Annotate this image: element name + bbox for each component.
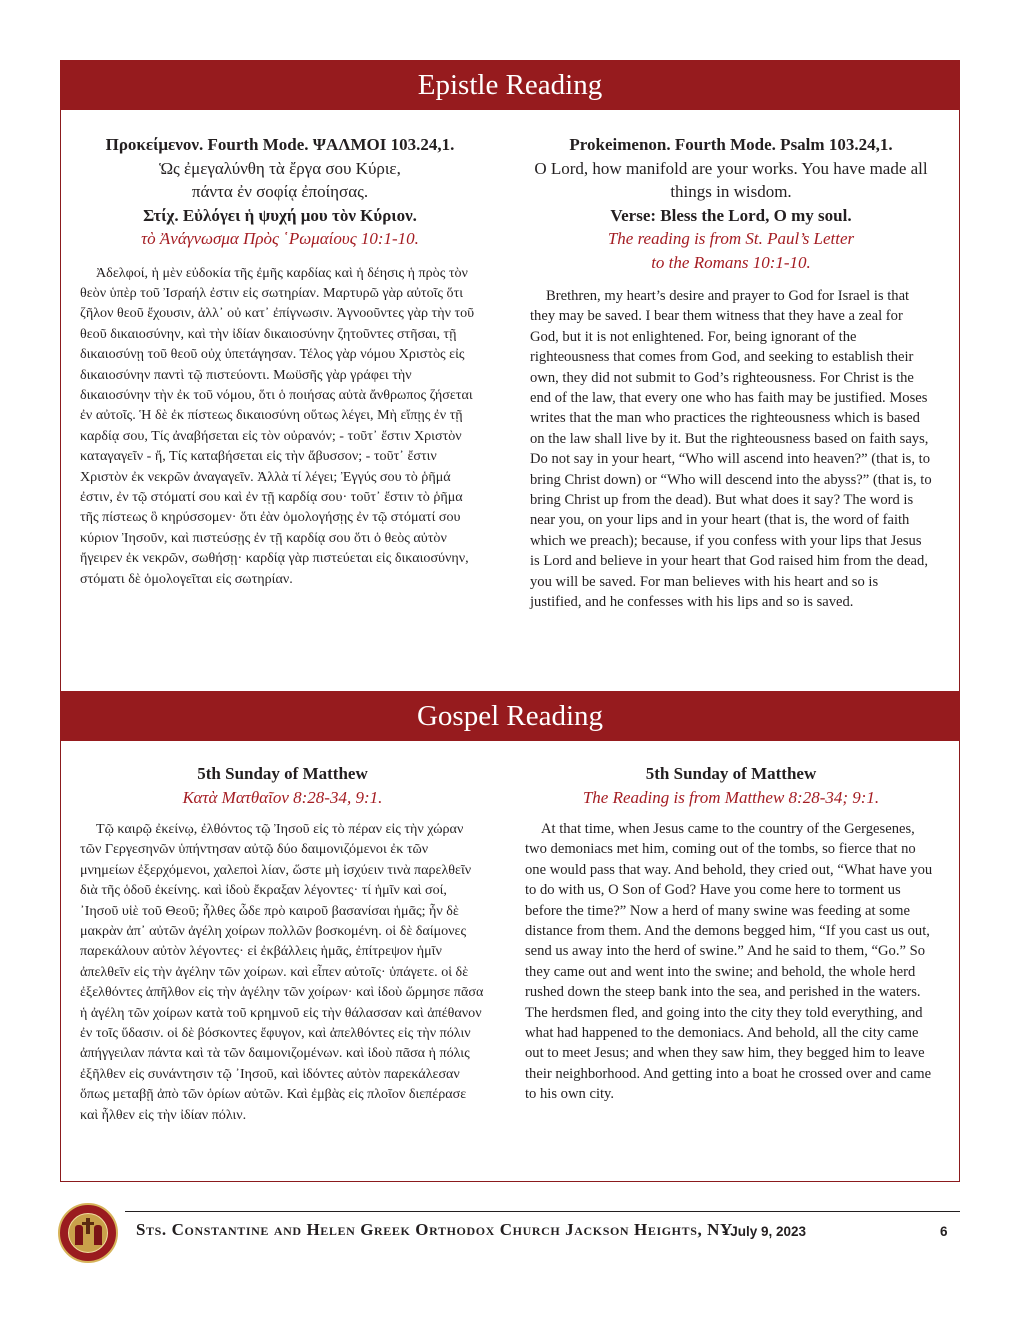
greek-epistle-paragraph: Ἀδελφοί, ἡ μὲν εὐδοκία τῆς ἐμῆς καρδίας καὶ ἡ δέησις ἡ πρὸς τὸν θεὸν ὑπὲρ τοῦ Ἰσραήλ ἐστιν εἰς σωτηρίαν. Μαρτυρῶ γὰρ αὐτοῖς ὅτι ζῆλον θεοῦ ἔχουσιν, ἀλλ᾽ οὐ κατ᾽ ἐπίγνωσιν. Ἀγνοοῦντες γὰρ τὴν τοῦ θεοῦ δικαιοσύνην, καὶ τὴν ἰδίαν δικαιοσύνην ζητοῦντες στῆσαι, τῇ δικαιοσύνῃ τοῦ θεοῦ οὐχ ὑπετάγησαν. Τέλος γὰρ νόμου Χριστὸς εἰς δικαιοσύνην παντὶ τῷ πιστεύοντι. Μωϋσῆς γὰρ γράφει τὴν δικαιοσύνην τὴν ἐκ τοῦ νόμου, ὅτι ὁ ποιήσας αὐτὰ ἄνθρωπος ζήσεται ἐν αὐτοῖς. Ἡ δὲ ἐκ πίστεως δικαιοσύνη οὕτως λέγει, Μὴ εἴπῃς ἐν τῇ καρδίᾳ σου, Τίς ἀναβήσεται εἰς τὸν οὐρανόν; - τοῦτ᾽ ἔστιν Χριστὸν καταγαγεῖν - ἤ, Τίς καταβήσεται εἰς τὴν ἄβυσσον; - τοῦτ᾽ ἔστιν Χριστὸν ἐκ νεκρῶν ἀναγαγεῖν. Ἀλλὰ τί λέγει; Ἐγγύς σου τὸ ῥῆμά ἐστιν, ἐν τῷ στόματί σου καὶ ἐν τῇ καρδίᾳ σου· τοῦτ᾽ ἔστιν τὸ ῥῆμα τῆς πίστεως ὃ κηρύσσομεν· ὅτι ἐὰν ὁμολογήσῃς ἐν τῷ στόματί σου κύριον Ἰησοῦν, καὶ πιστεύσῃς ἐν τῇ καρδίᾳ σου ὅτι ὁ θεὸς αὐτὸν ἤγειρεν ἐκ νεκρῶν, σωθήσῃ· καρδίᾳ γὰρ πιστεύεται εἰς δικαιοσύνην, στόματι δὲ ὁμολογεῖται εἰς σωτηρίαν.: [80, 264, 475, 587]
greek-verse-2: πάντα ἐν σοφίᾳ ἐποίησας.: [191, 182, 369, 201]
greek-epistle-text: [80, 263, 480, 590]
english-epistle-reference-2: to the Romans 10:1-10.: [651, 252, 811, 272]
greek-gospel-reference: Κατὰ Ματθαῖον 8:28-34, 9:1.: [182, 787, 383, 807]
gospel-greek-heading: [80, 762, 485, 809]
epistle-greek-column: [80, 133, 480, 589]
greek-gospel-paragraph: Τῷ καιρῷ ἐκείνῳ, ἐλθόντος τῷ Ἰησοῦ εἰς τὸ πέραν εἰς τὴν χώραν τῶν Γεργεσηνῶν ὑπήντησαν αὐτῷ δύο δαιμονιζόμενοι ἐκ τῶν μνημείων ἐξερχόμενοι, χαλεποὶ λίαν, ὥστε μὴ ἰσχύειν τινὰ παρελθεῖν διὰ τῆς ὁδοῦ ἐκείνης. καὶ ἰδοὺ ἔκραξαν λέγοντες· τί ἡμῖν καὶ σοί, ᾿Ιησοῦ υἱὲ τοῦ Θεοῦ; ἦλθες ὧδε πρὸ καιροῦ βασανίσαι ἡμᾶς; ἦν δὲ μακρὰν ἀπ᾿ αὐτῶν ἀγέλη χοίρων πολλῶν βοσκομένη. οἱ δὲ δαίμονες παρεκάλουν αὐτὸν λέγοντες· εἰ ἐκβάλλεις ἡμᾶς, ἐπίτρεψον ἡμῖν ἀπελθεῖν εἰς τὴν ἀγέλην τῶν χοίρων. καὶ εἶπεν αὐτοῖς· ὑπάγετε. οἱ δὲ ἐξελθόντες ἀπῆλθον εἰς τὴν ἀγέλην τῶν χοίρων· καὶ ἰδοὺ ὥρμησε πᾶσα ἡ ἀγέλη τῶν χοίρων κατὰ τοῦ κρημνοῦ εἰς τὴν θάλασσαν καὶ ἀπέθανον ἐν τοῖς ὕδασιν. οἱ δὲ βόσκοντες ἔφυγον, καὶ ἀπελθόντες εἰς τὴν πόλιν ἀπήγγειλαν πάντα καὶ τὰ τῶν δαιμονιζομένων. καὶ ἰδοὺ πᾶσα ἡ πόλις ἐξῆλθεν εἰς συνάντησιν τῷ ᾿Ιησοῦ, καὶ ἰδόντες αὐτὸν παρεκάλεσαν ὅπως μεταβῇ ἀπὸ τῶν ὁρίων αὐτῶν. Καὶ ἐμβὰς εἰς πλοῖον διεπέρασε καὶ ἦλθεν εἰς τὴν ἰδίαν πόλιν.: [80, 821, 484, 1123]
bulletin-date: - July 9, 2023: [722, 1224, 807, 1239]
english-gospel-reference: The Reading is from Matthew 8:28-34; 9:1.: [582, 787, 880, 807]
gospel-english-column: [525, 762, 937, 1105]
gospel-title: Gospel Reading: [416, 700, 604, 732]
epistle-greek-heading: [80, 133, 480, 251]
greek-verse-1: Ὡς ἐμεγαλύνθη τὰ ἔργα σου Κύριε,: [159, 158, 401, 178]
greek-prokeimenon: Προκείμενον. Fourth Mode. ΨΑΛΜΟΙ 103.24,1.: [105, 135, 455, 154]
epistle-english-heading: [530, 133, 932, 274]
english-stich: Verse: Bless the Lord, O my soul.: [610, 205, 852, 225]
greek-stich: Στίχ. Εὐλόγει ἡ ψυχή μου τὸν Κύριον.: [143, 205, 417, 225]
english-verse: O Lord, how manifold are your works. You have made all things in wisdom.: [534, 158, 928, 201]
gospel-greek-column: [80, 762, 485, 1125]
english-epistle-reference-1: The reading is from St. Paul’s Letter: [607, 229, 855, 248]
footer-divider: [125, 1211, 960, 1212]
greek-epistle-reference: τὸ Ἀνάγνωσμα Πρὸς ῾Ρωμαίους 10:1-10.: [141, 229, 419, 248]
english-gospel-paragraph: At that time, when Jesus came to the country of the Gergesenes, two demoniacs met him, coming out of the tombs, so fierce that no one would pass that way. And behold, they cried out, “What have you to do with us, O Son of God? Have you come here to torment us before the time?” Now a herd of many swine was feeding at some distance from them. And the demons begged him, “If you cast us out, send us away into the herd of swine.” And he said to them, “Go.” So they came out and went into the swine; and behold, the whole herd rushed down the steep bank into the sea, and perished in the waters. The herdsmen fled, and going into the city they told everything, and what had happened to the demoniacs. And behold, all the city came out to meet Jesus; and when they saw him, they begged him to leave their neighborhood. And getting into a boat he crossed over and came to his own city.: [525, 821, 933, 1103]
english-gospel-text: [525, 819, 937, 1105]
english-prokeimenon: Prokeimenon. Fourth Mode. Psalm 103.24,1.: [569, 135, 893, 154]
page-number: 6: [940, 1224, 948, 1239]
greek-gospel-text: [80, 819, 485, 1125]
gospel-banner: [60, 691, 960, 741]
english-epistle-text: [530, 286, 932, 613]
church-name: Sts. Constantine and Helen Greek Orthodox Church Jackson Heights, NY: [136, 1220, 733, 1239]
english-gospel-sunday: 5th Sunday of Matthew: [645, 764, 817, 783]
church-seal-icon: [58, 1203, 118, 1263]
english-epistle-paragraph: Brethren, my heart’s desire and prayer to God for Israel is that they may be saved. I bear them witness that they have a zeal for God, but it is not enlightened. For, being ignorant of the righteousness that comes from God, and seeking to establish their own, they did not submit to God’s righteousness. For Christ is the end of the law, that every one who has faith may be justified. Moses writes that the man who practices the righteousness which is based on the law shall live by it. But the righteousness based on faith says, Do not say in your heart, “Who will ascend into heaven?” (that is, to bring Christ down) or “Who will descend into the abyss?” (that is, to bring Christ up from the dead). But what does it say? The word is near you, on your lips and in your heart (that is, the word of faith which we preach); because, if you confess with your lips that Jesus is Lord and believe in your heart that God raised him from the dead, you will be saved. For man believes with his heart and so is justified, and he confesses with his lips and so is saved.: [530, 288, 932, 611]
greek-gospel-sunday: 5th Sunday of Matthew: [197, 764, 368, 783]
epistle-banner: [60, 60, 960, 110]
epistle-title: Epistle Reading: [417, 69, 603, 101]
epistle-english-column: [530, 133, 932, 613]
gospel-english-heading: [525, 762, 937, 809]
